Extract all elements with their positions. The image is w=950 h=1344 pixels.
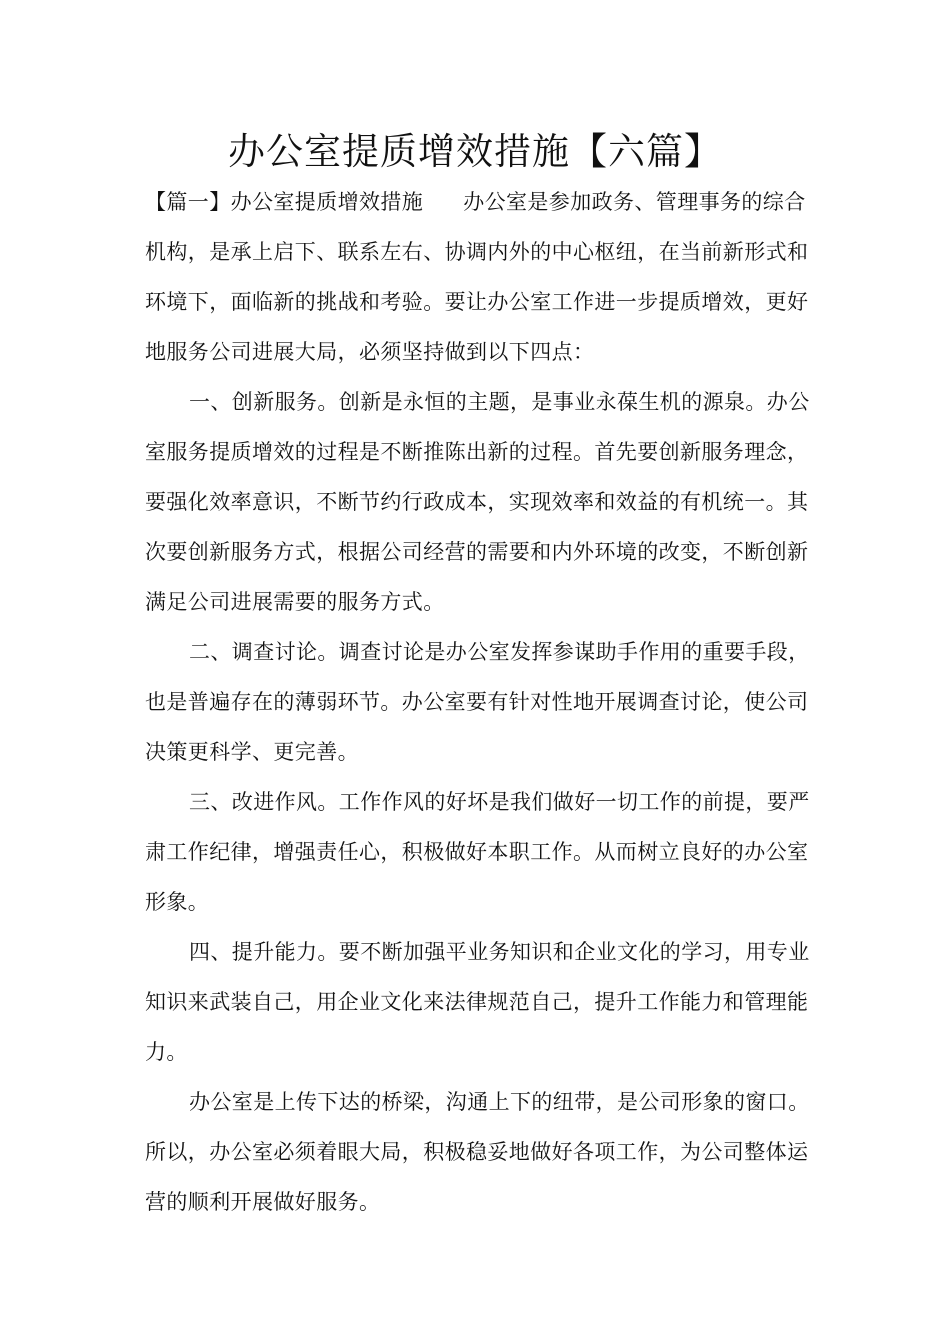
paragraph-research: 二、调查讨论。调查讨论是办公室发挥参谋助手作用的重要手段，也是普遍存在的薄弱环节。办公室要有针对性地开展调查讨论，使公司决策更科学、更完善。 <box>145 640 810 764</box>
document-title: 办公室提质增效措施【六篇】 <box>228 130 722 173</box>
section-heading: 【篇一】办公室提质增效措施 <box>145 190 424 214</box>
intro-text: 办公室是参加政务、管理事务的综合机构，是承上启下、联系左右、协调内外的中心枢纽，在当前新形式和环境下，面临新的挑战和考验。要让办公室工作进一步提质增效，更好地服务公司进展大局，必须坚持做到以下四点： <box>145 190 809 364</box>
paragraph-innovation: 一、创新服务。创新是永恒的主题，是事业永葆生机的源泉。办公室服务提质增效的过程是不断推陈出新的过程。首先要创新服务理念，要强化效率意识，不断节约行政成本，实现效率和效益的有机统一。其次要创新服务方式，根据公司经营的需要和内外环境的改变，不断创新满足公司进展需要的服务方式。 <box>145 390 810 614</box>
document-body <box>145 177 825 1227</box>
paragraph-ability: 四、提升能力。要不断加强平业务知识和企业文化的学习，用专业知识来武装自己，用企业文化来法律规范自己，提升工作能力和管理能力。 <box>145 940 810 1064</box>
intro-paragraph <box>145 177 825 377</box>
paragraph-work-style: 三、改进作风。工作作风的好坏是我们做好一切工作的前提，要严肃工作纪律，增强责任心，积极做好本职工作。从而树立良好的办公室形象。 <box>145 790 810 914</box>
paragraph-conclusion: 办公室是上传下达的桥梁，沟通上下的纽带，是公司形象的窗口。所以，办公室必须着眼大局，积极稳妥地做好各项工作，为公司整体运营的顺利开展做好服务。 <box>145 1090 810 1214</box>
